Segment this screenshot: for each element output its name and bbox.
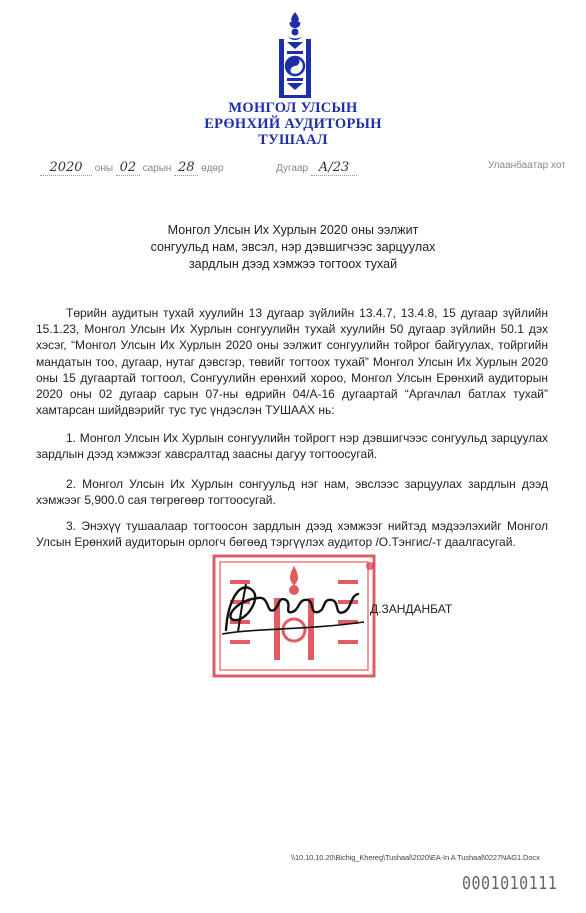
order-item-1: 1. Монгол Улсын Их Хурлын сонгуулийн тойрогт нэр дэвшигчээс сонгуульд зарцуулах зардлын дээд хэмжээг хавсралтад заасны дагуу тогтоосугай. [36,431,548,462]
month-label: сарын [142,163,172,174]
year-label: оны [94,163,114,174]
org-name-line2: ЕРӨНХИЙ АУДИТОРЫН [204,116,382,132]
org-name-line1: МОНГОЛ УЛСЫН [228,100,358,116]
file-path: \\10.10.10.20\Bichig_Khereg\Tushaal\2020\EA-In A Tushaal\0227NAG1.Docx [291,853,540,862]
title-line2: сонгуульд нам, эвсэл, нэр дэвшигчээс зарцуулах [150,240,436,254]
document-title [90,222,496,273]
day-label: өдөр [201,163,224,174]
order-number: А/23 [311,160,357,176]
order-item-3: 3. Энэхүү тушаалаар тогтоосон зардлын дээд хэмжээг нийтэд мэдээлэхийг Монгол Улсын Ерөнхий аудиторын орлогч бөгөөд тэргүүлэх аудитор /О.Тэнгис/-т даалгасугай. [36,519,548,550]
handwritten-signature-icon [218,570,368,640]
date-day: 28 [174,160,198,176]
serial-number: 0001010111 [462,872,558,894]
title-line3: зардлын дээд хэмжээ тогтоох тухай [188,257,398,271]
state-emblem-icon [265,12,325,98]
number-label: Дугаар [276,163,309,174]
date-year: 2020 [40,160,92,176]
document-type: ТУШААЛ [258,132,328,148]
title-line1: Монгол Улсын Их Хурлын 2020 оны ээлжит [167,223,419,237]
order-number-field [276,160,357,176]
preamble-paragraph: Төрийн аудитын тухай хуулийн 13 дугаар зүйлийн 13.4.7, 13.4.8, 15 дугаар зүйлийн 15.1.23, Монгол Улсын Их Хурлын сонгуулийн тухай хуулийн 50 дугаар зүйлийн 50.1 дэх хэсэг, “Монгол Улсын Их Хурлын 2020 оны ээлжит сонгуулийн тойрог байгуулах, тойргийн мандатын тоо, дугаар, нутаг дэвсгэр, төвийг тогтоох тухай” Монгол Улсын Их Хурлын 2020 оны 15 дугаартай тогтоол, Сонгуулийн ерөнхий хороо, Монгол Улсын Ерөнхий аудиторын 2020 оны 02 дугаар сарын 07-ны өдрийн 04/А-16 дугаартай “Аргачлал батлах тухай” хамтарсан шийдвэрийг тус тус үндэслэн ТУШААХ нь: [36,306,548,418]
city: Улаанбаатар хот [488,160,566,171]
order-item-2: 2. Монгол Улсын Их Хурлын сонгуульд нэг нам, эвслээс зарцуулах зардлын дээд хэмжээг 5,900.0 сая төгрөгөөр тогтоосугай. [36,477,548,508]
date-month: 02 [116,160,140,176]
signatory-name: Д.ЗАНДАНБАТ [370,602,453,616]
date-field [40,160,224,176]
